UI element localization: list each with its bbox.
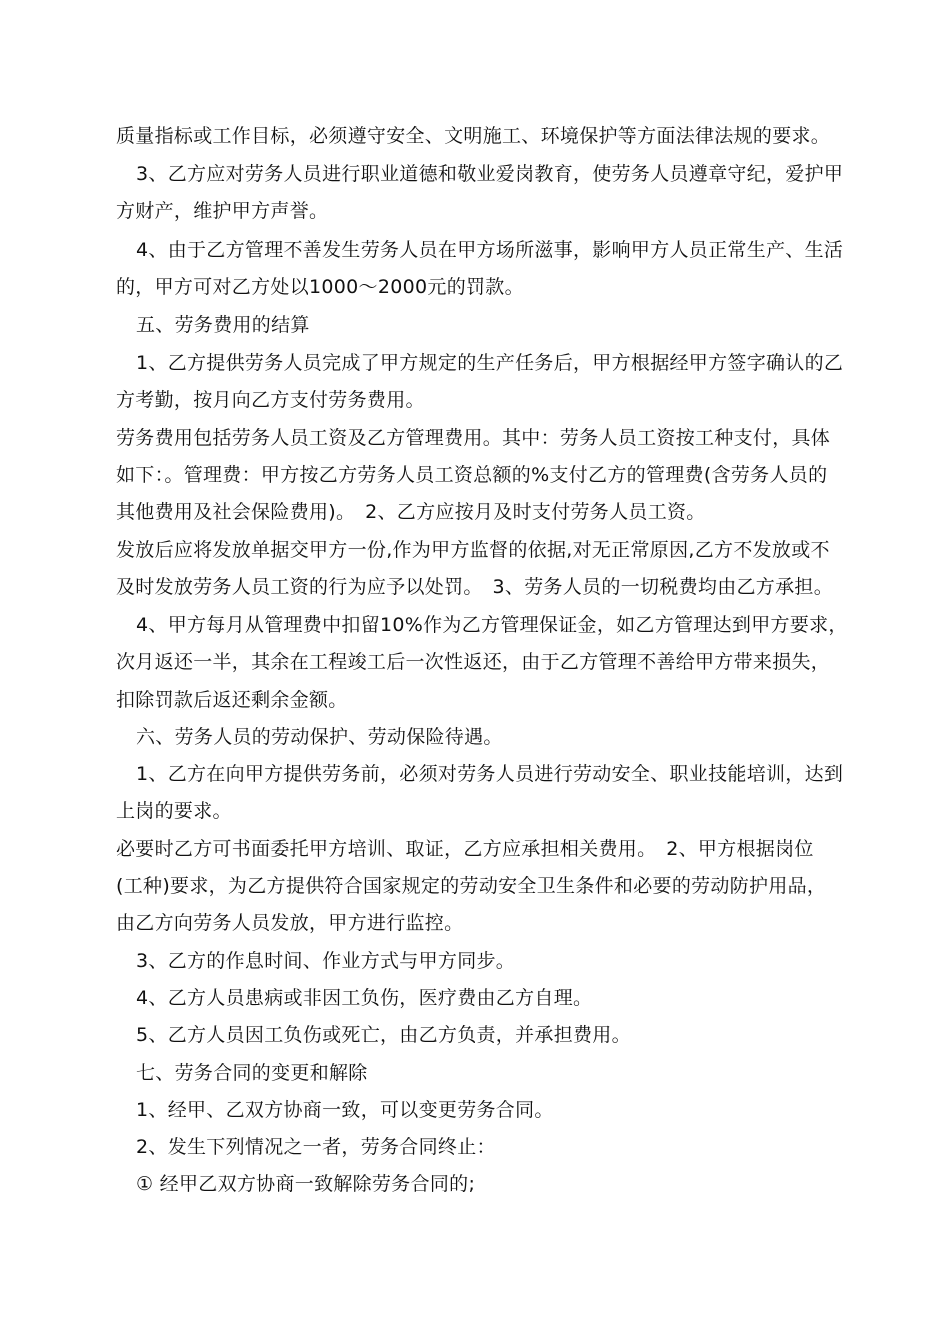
text-line: 发放后应将发放单据交甲方一份,作为甲方监督的依据,对无正常原因,乙方不发放或不 bbox=[116, 539, 830, 561]
text-line: 其他费用及社会保险费用)。 2、乙方应按月及时支付劳务人员工资。 bbox=[116, 501, 706, 523]
text-line: 次月返还一半，其余在工程竣工后一次性返还，由于乙方管理不善给甲方带来损失， bbox=[116, 651, 831, 673]
text-line: (工种)要求，为乙方提供符合国家规定的劳动安全卫生条件和必要的劳动防护用品， bbox=[116, 875, 827, 897]
text-line: 上岗的要求。 bbox=[116, 800, 232, 822]
text-line: 如下：。管理费：甲方按乙方劳务人员工资总额的%支付乙方的管理费(含劳务人员的 bbox=[116, 464, 828, 486]
text-line: 的，甲方可对乙方处以1000～2000元的罚款。 bbox=[116, 276, 524, 298]
text-line: 1、经甲、乙双方协商一致，可以变更劳务合同。 bbox=[136, 1099, 554, 1121]
text-line: 质量指标或工作目标，必须遵守安全、文明施工、环境保护等方面法律法规的要求。 bbox=[116, 125, 831, 147]
text-line: 由乙方向劳务人员发放，甲方进行监控。 bbox=[116, 912, 464, 934]
text-line: 方考勤，按月向乙方支付劳务费用。 bbox=[116, 389, 425, 411]
text-line: 1、乙方在向甲方提供劳务前，必须对劳务人员进行劳动安全、职业技能培训，达到 bbox=[136, 763, 844, 785]
text-line: 4、由于乙方管理不善发生劳务人员在甲方场所滋事，影响甲方人员正常生产、生活 bbox=[136, 239, 844, 261]
text-line: ① 经甲乙双方协商一致解除劳务合同的; bbox=[136, 1173, 476, 1195]
section-heading: 七、劳务合同的变更和解除 bbox=[136, 1062, 368, 1084]
text-line: 1、乙方提供劳务人员完成了甲方规定的生产任务后，甲方根据经甲方签字确认的乙 bbox=[136, 352, 844, 374]
text-line: 及时发放劳务人员工资的行为应予以处罚。 3、劳务人员的一切税费均由乙方承担。 bbox=[116, 576, 833, 598]
text-line: 5、乙方人员因工负伤或死亡，由乙方负责，并承担费用。 bbox=[136, 1024, 631, 1046]
text-line: 2、发生下列情况之一者，劳务合同终止： bbox=[136, 1136, 496, 1158]
section-heading: 六、劳务人员的劳动保护、劳动保险待遇。 bbox=[136, 726, 503, 748]
text-line: 方财产，维护甲方声誉。 bbox=[116, 200, 329, 222]
text-line: 3、乙方的作息时间、作业方式与甲方同步。 bbox=[136, 950, 516, 972]
text-line: 扣除罚款后返还剩余金额。 bbox=[116, 689, 348, 711]
section-heading: 五、劳务费用的结算 bbox=[136, 314, 310, 336]
text-line: 4、乙方人员患病或非因工负伤，医疗费由乙方自理。 bbox=[136, 987, 593, 1009]
text-line: 必要时乙方可书面委托甲方培训、取证，乙方应承担相关费用。 2、甲方根据岗位 bbox=[116, 838, 814, 860]
text-line: 3、乙方应对劳务人员进行职业道德和敬业爱岗教育，使劳务人员遵章守纪，爱护甲 bbox=[136, 163, 844, 185]
text-line: 劳务费用包括劳务人员工资及乙方管理费用。其中：劳务人员工资按工种支付，具体 bbox=[116, 427, 831, 449]
text-line: 4、甲方每月从管理费中扣留10%作为乙方管理保证金，如乙方管理达到甲方要求， bbox=[136, 614, 848, 636]
